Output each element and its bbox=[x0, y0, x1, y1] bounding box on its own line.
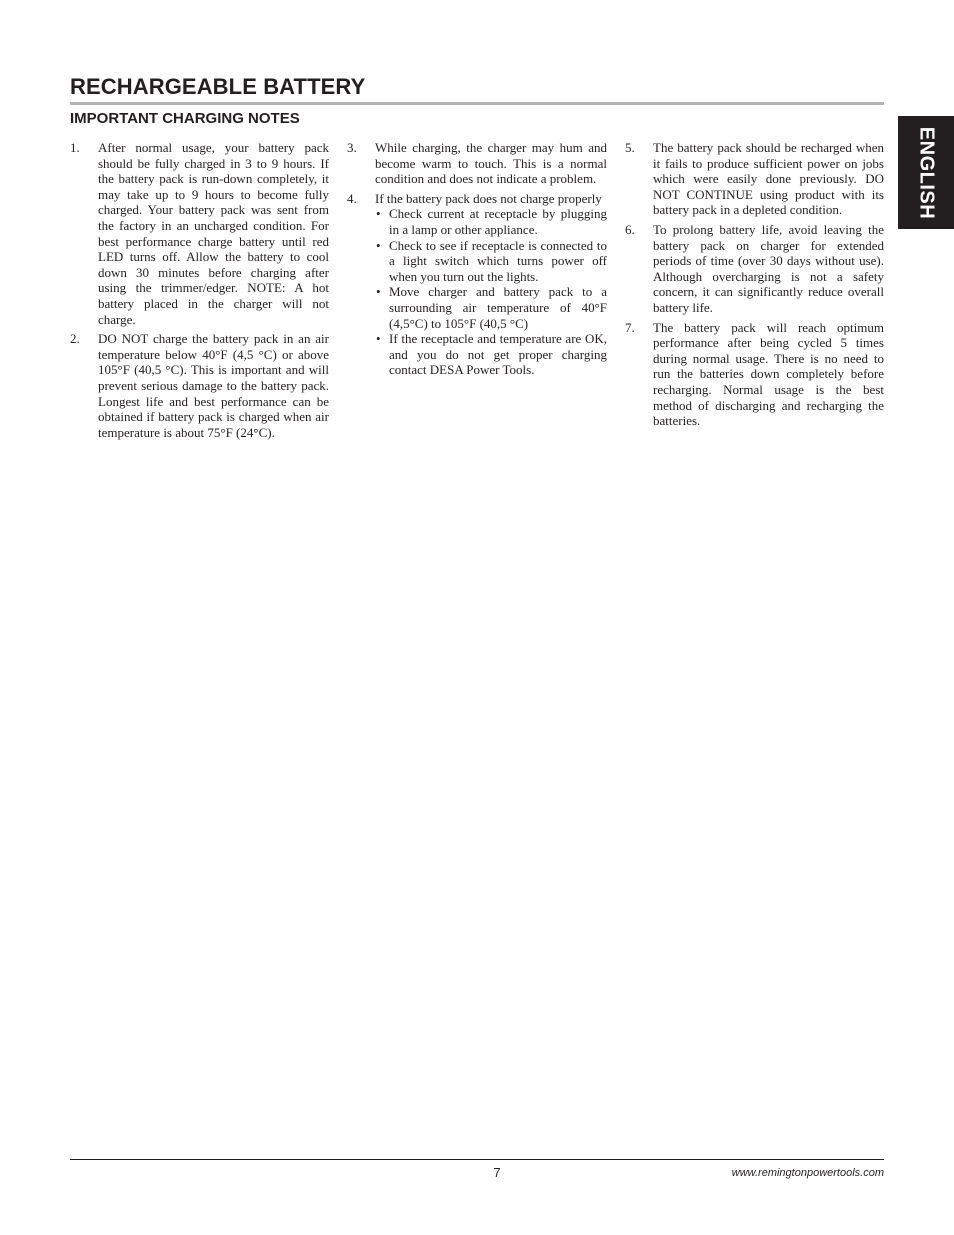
bullet-item bbox=[375, 238, 607, 285]
language-tab-label: ENGLISH bbox=[915, 126, 938, 219]
note-text: To prolong battery life, avoid leaving the battery pack on charger for extended periods of time (over 30 days without use). Although overcharging is not a safety concern, it can significantly reduce overall battery life. bbox=[653, 221, 884, 315]
note-number: 7. bbox=[625, 319, 635, 335]
note-item bbox=[347, 140, 607, 187]
section-title: RECHARGEABLE BATTERY bbox=[70, 74, 366, 99]
note-number: 5. bbox=[625, 140, 635, 155]
note-item bbox=[625, 320, 884, 429]
bullet-item bbox=[375, 331, 607, 378]
bullet-text: Check to see if receptacle is connected to a light switch which turns power off when you turn out the lights. bbox=[389, 237, 607, 284]
bullet-list bbox=[375, 206, 607, 378]
section-subtitle: IMPORTANT CHARGING NOTES bbox=[70, 110, 300, 127]
bullet-text: Check current at receptacle by plugging in a lamp or other appliance. bbox=[389, 206, 607, 237]
note-text: DO NOT charge the battery pack in an air temperature below 40°F (4,5 °C) or above 105°F (40,5 °C). This is important and will prevent serious damage to the battery pack. Longest life and best performance can be obtained if battery pack is charged when air temperature is about 75°F (24°C). bbox=[98, 331, 329, 440]
bullet-item bbox=[375, 206, 607, 237]
page-number: 7 bbox=[493, 1165, 501, 1180]
note-item bbox=[625, 140, 884, 218]
note-item bbox=[347, 191, 607, 378]
note-text: The battery pack will reach optimum performance after being cycled 5 times during normal usage. There is no need to run the batteries down completely before recharging. Normal usage is the best method of discharging and recharging the batteries. bbox=[653, 319, 884, 429]
bullet-text: If the receptacle and temperature are OK, and you do not get proper charging contact DESA Power Tools. bbox=[389, 331, 607, 378]
title-rule bbox=[70, 102, 884, 105]
note-text: If the battery pack does not charge properly bbox=[375, 190, 602, 206]
notes-column-1 bbox=[70, 140, 329, 444]
bullet-icon: • bbox=[376, 206, 381, 222]
bullet-text: Move charger and battery pack to a surrounding air temperature of 40°F (4,5°C) to 105°F (40,5 °C) bbox=[389, 284, 607, 331]
language-tab bbox=[898, 116, 954, 229]
notes-column-2 bbox=[347, 140, 607, 382]
note-item bbox=[70, 140, 329, 327]
note-number: 4. bbox=[347, 190, 357, 206]
bullet-icon: • bbox=[376, 331, 381, 347]
note-number: 2. bbox=[70, 331, 80, 347]
note-item bbox=[70, 331, 329, 440]
bullet-icon: • bbox=[376, 284, 381, 300]
notes-column-3 bbox=[625, 140, 884, 433]
footer-rule bbox=[70, 1159, 884, 1160]
footer-url: www.remingtonpowertools.com bbox=[731, 1167, 884, 1179]
note-text: After normal usage, your battery pack should be fully charged in 3 to 9 hours. If the battery pack is run-down completely, it may take up to 9 hours to become fully charged. Your battery pack was sent from the factory in an uncharged condition. For best performance charge battery until red LED turns off. Allow the battery to cool down 30 minutes before charging after using the trimmer/edger. NOTE: A hot battery placed in the charger will not charge. bbox=[98, 140, 329, 327]
note-number: 3. bbox=[347, 140, 357, 155]
note-number: 1. bbox=[70, 140, 80, 155]
bullet-icon: • bbox=[376, 237, 381, 253]
bullet-item bbox=[375, 284, 607, 331]
note-number: 6. bbox=[625, 221, 635, 237]
note-text: While charging, the charger may hum and become warm to touch. This is a normal condition and does not indicate a problem. bbox=[375, 140, 607, 187]
note-item bbox=[625, 222, 884, 316]
note-text: The battery pack should be recharged when it fails to produce sufficient power on jobs which were easily done previously. DO NOT CONTINUE using product with its battery pack in a depleted condition. bbox=[653, 140, 884, 218]
